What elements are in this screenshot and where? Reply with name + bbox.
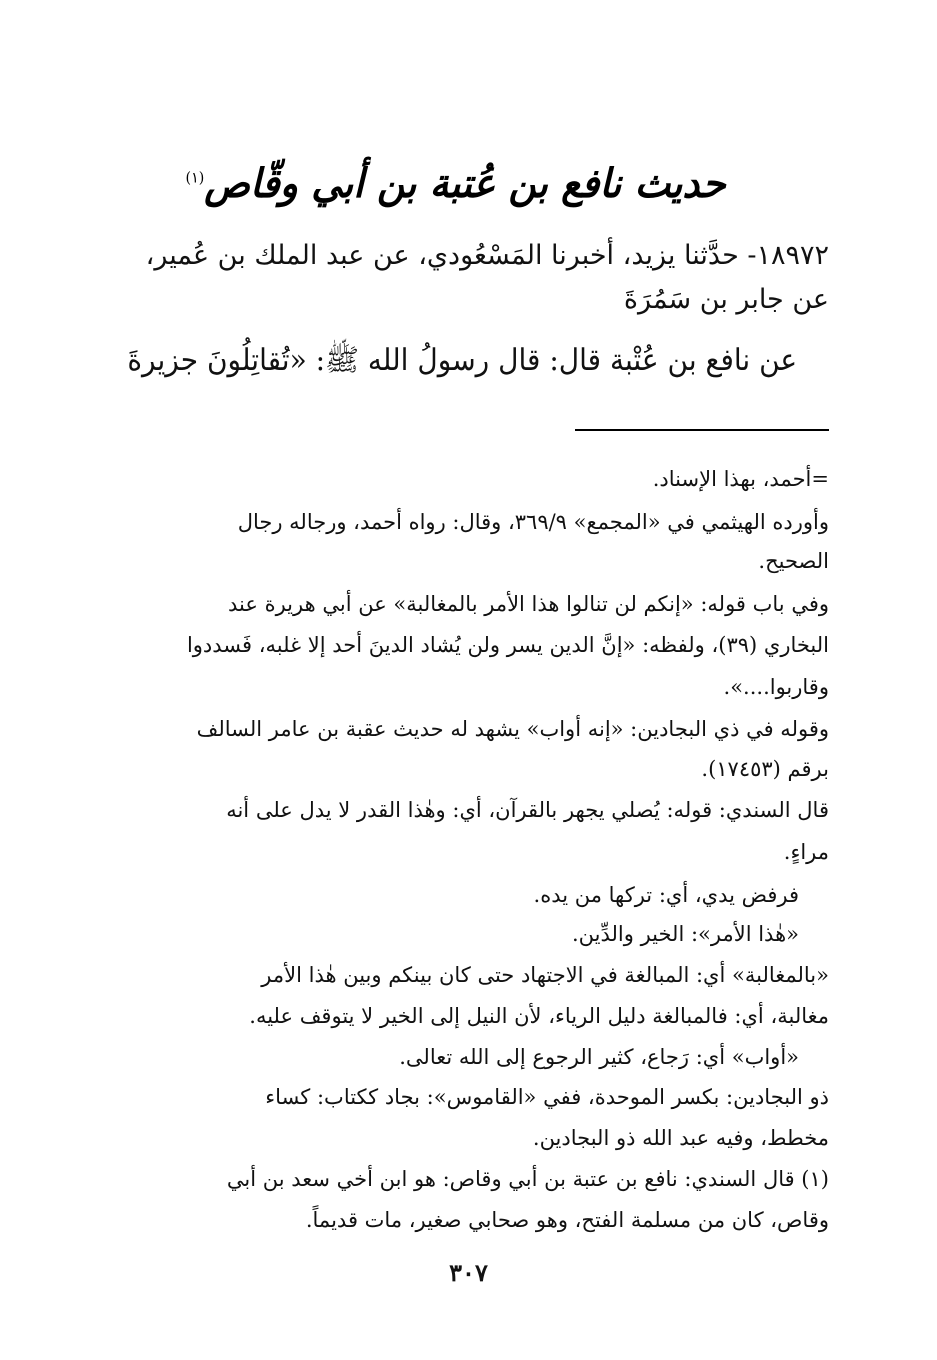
footnote-line: وقاربوا....».	[723, 675, 829, 699]
footnote-line: مغالبة، أي: فالمبالغة دليل الرياء، لأن النيل إلى الخير لا يتوقف عليه.	[249, 1004, 829, 1028]
footnote-line: «هٰذا الأمر»: الخير والدِّين.	[572, 922, 799, 946]
footnote-line: =أحمد، بهذا الإسناد.	[652, 467, 829, 491]
hadith-isnad-line-1: ١٨٩٧٢- حدَّثنا يزيد، أخبرنا المَسْعُودي، عن عبد الملك بن عُمير،	[145, 240, 829, 271]
footnote-line: البخاري (٣٩)، ولفظه: «إنَّ الدين يسر ولن يُشاد الدينَ أحد إلا غلبه، فَسددوا	[186, 633, 829, 657]
footnote-line: وأورده الهيثمي في «المجمع» ٣٦٩/٩، وقال: رواه أحمد، ورجاله رجال	[237, 510, 829, 534]
footnote-line: «أواب» أي: رَجاع، كثير الرجوع إلى الله تعالى.	[399, 1045, 799, 1069]
chapter-title	[185, 160, 726, 207]
footnote-line: قال السندي: قوله: يُصلي يجهر بالقرآن، أي: وهٰذا القدر لا يدل على أنه	[226, 798, 829, 822]
footnote-line: وقاص، كان من مسلمة الفتح، وهو صحابي صغير، مات قديماً.	[305, 1208, 829, 1232]
footnote-line: برقم (١٧٤٥٣).	[701, 757, 829, 781]
title-footnote-marker: (١)	[185, 168, 205, 187]
footnote-line: الصحيح.	[758, 549, 829, 573]
page-number: ٣٠٧	[449, 1258, 488, 1287]
hadith-text-line: عن نافع بن عُتْبة قال: قال رسولُ الله ﷺ: «تُقاتِلُونَ جزيرةَ	[127, 343, 797, 378]
footnote-divider	[575, 429, 829, 431]
footnote-line: (١) قال السندي: نافع بن عتبة بن أبي وقاص: هو ابن أخي سعد بن أبي	[226, 1167, 829, 1191]
chapter-title-text: حديث نافع بن عُتبة بن أبي وقّاص	[204, 160, 726, 207]
footnote-line: «بالمغالبة» أي: المبالغة في الاجتهاد حتى كان بينكم وبين هٰذا الأمر	[261, 963, 829, 987]
footnote-line: فرفض يدي، أي: تركها من يده.	[533, 883, 799, 907]
footnote-line: وفي باب قوله: «إنكم لن تنالوا هذا الأمر بالمغالبة» عن أبي هريرة عند	[228, 592, 829, 616]
footnote-line: ذو البجادين: بكسر الموحدة، ففي «القاموس»: بجاد ككتاب: كساء	[265, 1085, 829, 1109]
hadith-isnad-line-2: عن جابر بن سَمُرَةَ	[623, 284, 829, 315]
footnote-line: مخطط، وفيه عبد الله ذو البجادين.	[532, 1126, 829, 1150]
footnote-line: مراءٍ.	[783, 840, 829, 864]
footnote-line: وقوله في ذي البجادين: «إنه أواب» يشهد له حديث عقبة بن عامر السالف	[196, 717, 829, 741]
